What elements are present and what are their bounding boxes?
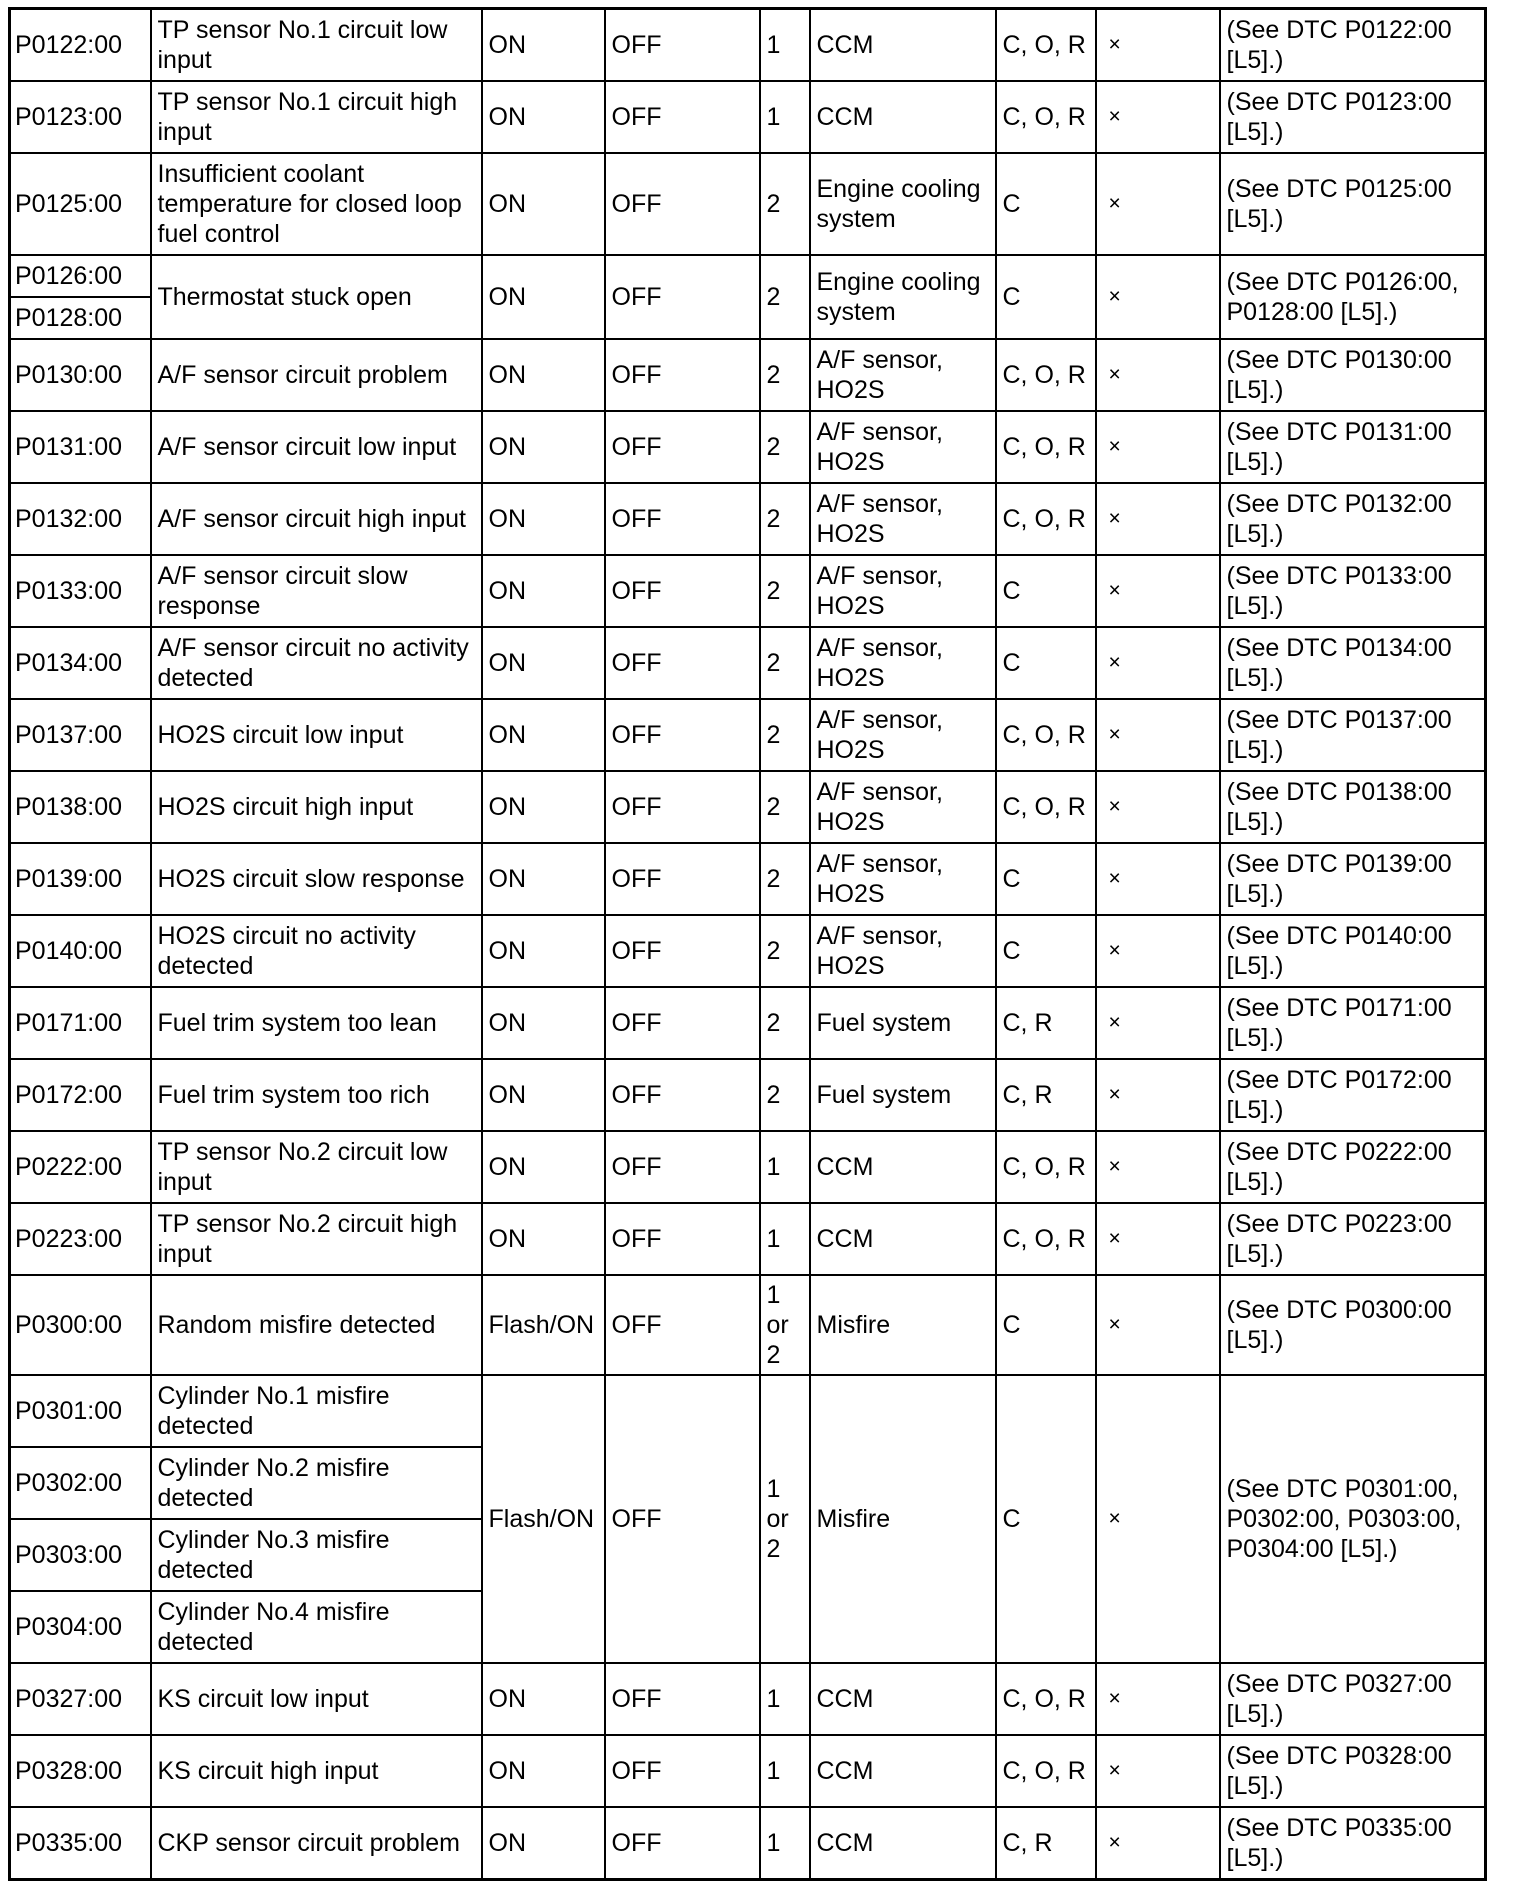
memory-status: OFF (605, 843, 760, 915)
reference-link[interactable]: (See DTC P0125:00 [L5].) (1220, 153, 1486, 255)
memory-status: OFF (605, 1203, 760, 1275)
memory-status: OFF (605, 1735, 760, 1807)
dtc-code: P0304:00 (10, 1591, 151, 1663)
detection-item: KS circuit low input (151, 1663, 482, 1735)
mode-list: C, O, R (996, 411, 1096, 483)
trip-count: 2 (760, 627, 810, 699)
trip-count: 2 (760, 339, 810, 411)
reference-link[interactable]: (See DTC P0300:00 [L5].) (1220, 1275, 1486, 1375)
trip-count: 2 (760, 555, 810, 627)
memory-status: OFF (605, 81, 760, 153)
memory-status: OFF (605, 1131, 760, 1203)
trouble-area: A/F sensor, HO2S (810, 915, 996, 987)
table-row (10, 1663, 1486, 1735)
mil-status: ON (482, 9, 605, 81)
detection-item: Thermostat stuck open (151, 255, 482, 339)
trouble-area: A/F sensor, HO2S (810, 699, 996, 771)
table-row (10, 81, 1486, 153)
dtc-code: P0130:00 (10, 339, 151, 411)
trip-count: 2 (760, 843, 810, 915)
mode-list: C (996, 255, 1096, 339)
memory-status: OFF (605, 9, 760, 81)
mil-status: ON (482, 1735, 605, 1807)
detection-item: A/F sensor circuit slow response (151, 555, 482, 627)
trouble-area: A/F sensor, HO2S (810, 555, 996, 627)
reference-link[interactable]: (See DTC P0223:00 [L5].) (1220, 1203, 1486, 1275)
trip-count: 1 (760, 1663, 810, 1735)
reference-link[interactable]: (See DTC P0123:00 [L5].) (1220, 81, 1486, 153)
table-row (10, 1275, 1486, 1375)
mode-list: C (996, 153, 1096, 255)
mode-list: C, O, R (996, 9, 1096, 81)
memory-status: OFF (605, 1663, 760, 1735)
detection-item: HO2S circuit no activity detected (151, 915, 482, 987)
detection-item: Fuel trim system too lean (151, 987, 482, 1059)
cross-mark: × (1096, 915, 1220, 987)
mil-status: Flash/ON (482, 1275, 605, 1375)
trouble-area: A/F sensor, HO2S (810, 339, 996, 411)
memory-status: OFF (605, 1275, 760, 1375)
trip-count: 1 or 2 (760, 1275, 810, 1375)
mil-status: ON (482, 987, 605, 1059)
mode-list: C, O, R (996, 81, 1096, 153)
table-row (10, 987, 1486, 1059)
trouble-area: CCM (810, 9, 996, 81)
cross-mark: × (1096, 483, 1220, 555)
table-row (10, 153, 1486, 255)
table-row (10, 555, 1486, 627)
memory-status: OFF (605, 339, 760, 411)
detection-item: HO2S circuit slow response (151, 843, 482, 915)
reference-link[interactable]: (See DTC P0301:00, P0302:00, P0303:00, P0304:00 [L5].) (1220, 1375, 1486, 1663)
memory-status: OFF (605, 699, 760, 771)
dtc-code: P0302:00 (10, 1447, 151, 1519)
detection-item: TP sensor No.1 circuit high input (151, 81, 482, 153)
trip-count: 2 (760, 1059, 810, 1131)
mode-list: C, O, R (996, 339, 1096, 411)
dtc-code: P0125:00 (10, 153, 151, 255)
memory-status: OFF (605, 255, 760, 339)
reference-link[interactable]: (See DTC P0172:00 [L5].) (1220, 1059, 1486, 1131)
detection-item: HO2S circuit low input (151, 699, 482, 771)
cross-mark: × (1096, 699, 1220, 771)
mode-list: C (996, 627, 1096, 699)
trouble-area: Fuel system (810, 1059, 996, 1131)
reference-link[interactable]: (See DTC P0138:00 [L5].) (1220, 771, 1486, 843)
table-row (10, 771, 1486, 843)
detection-item: A/F sensor circuit problem (151, 339, 482, 411)
trip-count: 1 (760, 81, 810, 153)
memory-status: OFF (605, 1807, 760, 1879)
mode-list: C (996, 843, 1096, 915)
detection-item: Cylinder No.2 misfire detected (151, 1447, 482, 1519)
trouble-area: A/F sensor, HO2S (810, 411, 996, 483)
mil-status: ON (482, 81, 605, 153)
reference-link[interactable]: (See DTC P0122:00 [L5].) (1220, 9, 1486, 81)
cross-mark: × (1096, 9, 1220, 81)
mil-status: ON (482, 153, 605, 255)
trouble-area: Misfire (810, 1275, 996, 1375)
trip-count: 2 (760, 915, 810, 987)
cross-mark: × (1096, 255, 1220, 339)
dtc-code: P0137:00 (10, 699, 151, 771)
table-row (10, 411, 1486, 483)
cross-mark: × (1096, 1735, 1220, 1807)
reference-link[interactable]: (See DTC P0132:00 [L5].) (1220, 483, 1486, 555)
detection-item: HO2S circuit high input (151, 771, 482, 843)
table-row (10, 843, 1486, 915)
detection-item: TP sensor No.1 circuit low input (151, 9, 482, 81)
mil-status: ON (482, 771, 605, 843)
dtc-code: P0139:00 (10, 843, 151, 915)
dtc-code: P0123:00 (10, 81, 151, 153)
reference-link[interactable]: (See DTC P0134:00 [L5].) (1220, 627, 1486, 699)
memory-status: OFF (605, 915, 760, 987)
cross-mark: × (1096, 1275, 1220, 1375)
mode-list: C, R (996, 1059, 1096, 1131)
reference-link[interactable]: (See DTC P0126:00, P0128:00 [L5].) (1220, 255, 1486, 339)
reference-link[interactable]: (See DTC P0222:00 [L5].) (1220, 1131, 1486, 1203)
reference-link[interactable]: (See DTC P0130:00 [L5].) (1220, 339, 1486, 411)
trip-count: 2 (760, 483, 810, 555)
table-row (10, 699, 1486, 771)
dtc-code: P0140:00 (10, 915, 151, 987)
mil-status: ON (482, 1807, 605, 1879)
mil-status: ON (482, 1203, 605, 1275)
mode-list: C, O, R (996, 699, 1096, 771)
reference-link[interactable]: (See DTC P0140:00 [L5].) (1220, 915, 1486, 987)
mode-list: C, O, R (996, 1131, 1096, 1203)
trouble-area: Engine cooling system (810, 255, 996, 339)
reference-link[interactable]: (See DTC P0139:00 [L5].) (1220, 843, 1486, 915)
mil-status: ON (482, 1663, 605, 1735)
memory-status: OFF (605, 1375, 760, 1663)
cross-mark: × (1096, 987, 1220, 1059)
mil-status: ON (482, 1131, 605, 1203)
reference-link[interactable]: (See DTC P0335:00 [L5].) (1220, 1807, 1486, 1879)
detection-item: Cylinder No.4 misfire detected (151, 1591, 482, 1663)
table-row (10, 627, 1486, 699)
mode-list: C (996, 1275, 1096, 1375)
mil-status: ON (482, 699, 605, 771)
dtc-code: P0223:00 (10, 1203, 151, 1275)
mode-list: C, O, R (996, 771, 1096, 843)
table-row (10, 483, 1486, 555)
cross-mark: × (1096, 1663, 1220, 1735)
mil-status: ON (482, 555, 605, 627)
table-row (10, 339, 1486, 411)
reference-link[interactable]: (See DTC P0171:00 [L5].) (1220, 987, 1486, 1059)
cross-mark: × (1096, 1807, 1220, 1879)
dtc-table (8, 7, 1487, 1881)
table-row (10, 915, 1486, 987)
mil-status: ON (482, 411, 605, 483)
reference-link[interactable]: (See DTC P0133:00 [L5].) (1220, 555, 1486, 627)
detection-item: CKP sensor circuit problem (151, 1807, 482, 1879)
detection-item: Cylinder No.1 misfire detected (151, 1375, 482, 1447)
cross-mark: × (1096, 1131, 1220, 1203)
trip-count: 2 (760, 153, 810, 255)
cross-mark: × (1096, 339, 1220, 411)
mode-list: C (996, 1375, 1096, 1663)
trouble-area: A/F sensor, HO2S (810, 483, 996, 555)
mode-list: C, O, R (996, 1203, 1096, 1275)
mil-status: ON (482, 843, 605, 915)
dtc-code: P0327:00 (10, 1663, 151, 1735)
trip-count: 2 (760, 699, 810, 771)
cross-mark: × (1096, 81, 1220, 153)
dtc-code: P0133:00 (10, 555, 151, 627)
mil-status: ON (482, 483, 605, 555)
memory-status: OFF (605, 411, 760, 483)
trouble-area: CCM (810, 1203, 996, 1275)
memory-status: OFF (605, 483, 760, 555)
trouble-area: CCM (810, 1735, 996, 1807)
trouble-area: CCM (810, 1663, 996, 1735)
cross-mark: × (1096, 555, 1220, 627)
memory-status: OFF (605, 555, 760, 627)
trouble-area: A/F sensor, HO2S (810, 627, 996, 699)
trouble-area: A/F sensor, HO2S (810, 771, 996, 843)
trip-count: 1 (760, 1131, 810, 1203)
detection-item: TP sensor No.2 circuit high input (151, 1203, 482, 1275)
trip-count: 1 (760, 9, 810, 81)
dtc-code: P0303:00 (10, 1519, 151, 1591)
detection-item: Insufficient coolant temperature for closed loop fuel control (151, 153, 482, 255)
trouble-area: CCM (810, 1807, 996, 1879)
mode-list: C (996, 915, 1096, 987)
trip-count: 1 (760, 1203, 810, 1275)
trouble-area: A/F sensor, HO2S (810, 843, 996, 915)
mil-status: Flash/ON (482, 1375, 605, 1663)
trouble-area: Misfire (810, 1375, 996, 1663)
trouble-area: Engine cooling system (810, 153, 996, 255)
cross-mark: × (1096, 1203, 1220, 1275)
mil-status: ON (482, 255, 605, 339)
cross-mark: × (1096, 627, 1220, 699)
trip-count: 2 (760, 411, 810, 483)
dtc-code: P0131:00 (10, 411, 151, 483)
detection-item: KS circuit high input (151, 1735, 482, 1807)
mil-status: ON (482, 1059, 605, 1131)
table-row (10, 1807, 1486, 1879)
dtc-code: P0126:00 (10, 255, 151, 297)
table-row (10, 1735, 1486, 1807)
trouble-area: CCM (810, 1131, 996, 1203)
mode-list: C, O, R (996, 483, 1096, 555)
mode-list: C, R (996, 1807, 1096, 1879)
table-row (10, 1203, 1486, 1275)
dtc-code: P0132:00 (10, 483, 151, 555)
dtc-code: P0300:00 (10, 1275, 151, 1375)
cross-mark: × (1096, 1375, 1220, 1663)
memory-status: OFF (605, 153, 760, 255)
trip-count: 2 (760, 771, 810, 843)
memory-status: OFF (605, 987, 760, 1059)
memory-status: OFF (605, 771, 760, 843)
mil-status: ON (482, 339, 605, 411)
detection-item: TP sensor No.2 circuit low input (151, 1131, 482, 1203)
detection-item: Cylinder No.3 misfire detected (151, 1519, 482, 1591)
trouble-area: Fuel system (810, 987, 996, 1059)
table-row (10, 1375, 1486, 1447)
reference-link[interactable]: (See DTC P0131:00 [L5].) (1220, 411, 1486, 483)
cross-mark: × (1096, 411, 1220, 483)
trip-count: 2 (760, 255, 810, 339)
dtc-code: P0172:00 (10, 1059, 151, 1131)
mil-status: ON (482, 627, 605, 699)
table-row (10, 9, 1486, 81)
table-row (10, 255, 1486, 297)
dtc-code: P0138:00 (10, 771, 151, 843)
reference-link[interactable]: (See DTC P0327:00 [L5].) (1220, 1663, 1486, 1735)
mil-status: ON (482, 915, 605, 987)
detection-item: A/F sensor circuit low input (151, 411, 482, 483)
reference-link[interactable]: (See DTC P0137:00 [L5].) (1220, 699, 1486, 771)
cross-mark: × (1096, 1059, 1220, 1131)
mode-list: C, O, R (996, 1735, 1096, 1807)
memory-status: OFF (605, 627, 760, 699)
dtc-code: P0171:00 (10, 987, 151, 1059)
table-row (10, 1131, 1486, 1203)
trip-count: 1 or 2 (760, 1375, 810, 1663)
trip-count: 1 (760, 1807, 810, 1879)
dtc-code: P0335:00 (10, 1807, 151, 1879)
dtc-code: P0122:00 (10, 9, 151, 81)
cross-mark: × (1096, 153, 1220, 255)
table-row (10, 1059, 1486, 1131)
trip-count: 1 (760, 1735, 810, 1807)
dtc-code: P0301:00 (10, 1375, 151, 1447)
detection-item: A/F sensor circuit no activity detected (151, 627, 482, 699)
mode-list: C, R (996, 987, 1096, 1059)
reference-link[interactable]: (See DTC P0328:00 [L5].) (1220, 1735, 1486, 1807)
detection-item: A/F sensor circuit high input (151, 483, 482, 555)
dtc-code: P0134:00 (10, 627, 151, 699)
dtc-code: P0328:00 (10, 1735, 151, 1807)
cross-mark: × (1096, 843, 1220, 915)
mode-list: C (996, 555, 1096, 627)
cross-mark: × (1096, 771, 1220, 843)
dtc-code: P0128:00 (10, 297, 151, 339)
dtc-code: P0222:00 (10, 1131, 151, 1203)
trouble-area: CCM (810, 81, 996, 153)
mode-list: C, O, R (996, 1663, 1096, 1735)
detection-item: Fuel trim system too rich (151, 1059, 482, 1131)
trip-count: 2 (760, 987, 810, 1059)
memory-status: OFF (605, 1059, 760, 1131)
detection-item: Random misfire detected (151, 1275, 482, 1375)
